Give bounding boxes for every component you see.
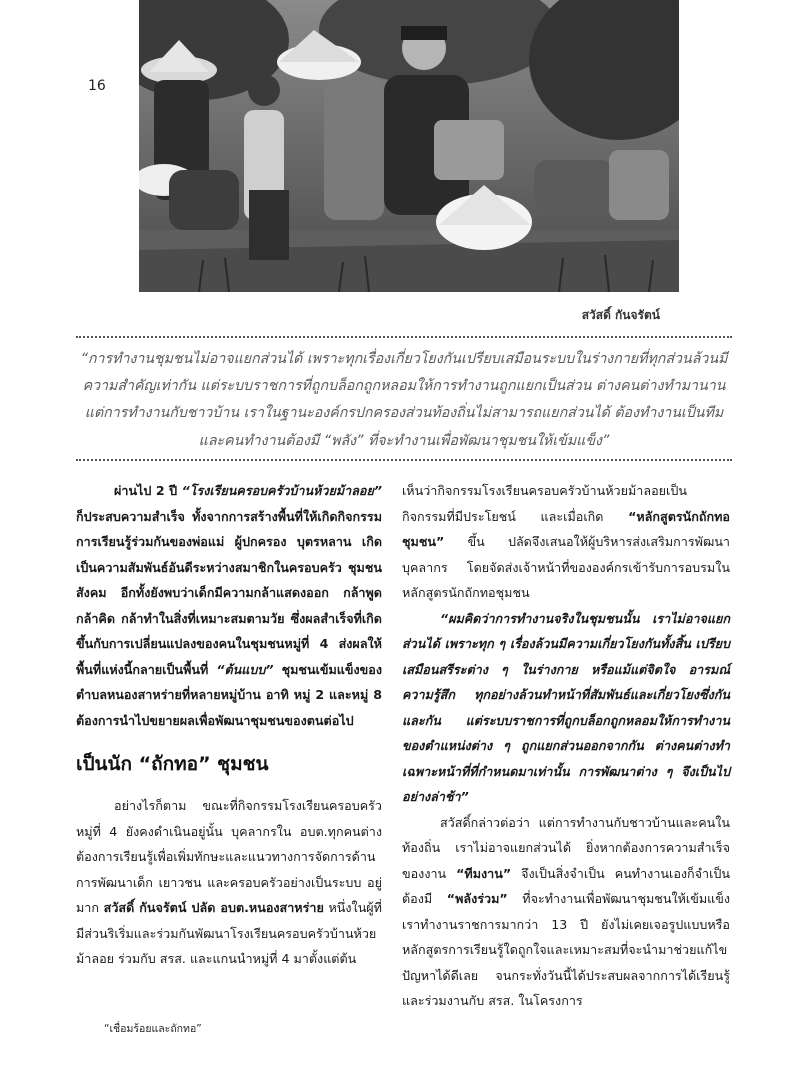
pull-quote-line: ความสำคัญเท่ากัน แต่ระบบราชการที่ถูกบล็อกถูกหลอมให้การทำงานถูกแยกเป็นส่วน ต่างคนต่างทำมานาน <box>82 378 726 395</box>
photo-illustration <box>139 0 679 292</box>
left-paragraph-2: อย่างไรก็ตาม ขณะที่กิจกรรมโรงเรียนครอบครัวหมู่ที่ 4 ยังคงดำเนินอยู่นั้น บุคลากรใน อบต.ทุกคนต่างต้องการเรียนรู้เพื่อเพิ่มทักษะและแนวทางการจัดการด้านการพัฒนาเด็ก เยาวชน และครอบครัวอย่างเป็นระบบ อยู่มาก สวัสดิ์ กันจรัตน์ ปลัด อบต.หนองสาหร่าย หนึ่งในผู้ที่มีส่วนริเริ่มและร่วมกันพัฒนาโรงเรียนครอบครัวบ้านห้วยม้าลอย ร่วมกับ สรส. และแกนนำหมู่ที่ 4 มาตั้งแต่ต้น <box>76 798 382 966</box>
right-column <box>402 478 730 1014</box>
left-column <box>76 478 382 972</box>
photo-caption: สวัสดิ์ กันจรัตน์ <box>581 308 660 322</box>
pull-quote <box>76 346 732 455</box>
quote-top-divider <box>76 336 732 338</box>
footer-title: “เชื่อมร้อยและถักทอ” <box>104 1023 202 1035</box>
pull-quote-line: และคนทำงานต้องมี “พลัง” ที่จะทำงานเพื่อพัฒนาชุมชนให้เข้มแข็ง” <box>198 432 610 449</box>
interview-quote: “ผมคิดว่าการทำงานจริงในชุมชนนั้น เราไม่อาจแยกส่วนได้ เพราะทุก ๆ เรื่องล้วนมีความเกี่ยวโยงกันทั้งสิ้น เปรียบเสมือนสรีระต่าง ๆ ในร่างกาย หรือแม้แต่จิตใจ อารมณ์ ความรู้สึก ทุกอย่างล้วนทำหน้าที่สัมพันธ์และเกี่ยวโยงซึ่งกันและกัน แต่ระบบราชการที่ถูกบล็อกถูกหลอมให้การทำงานของตำแหน่งต่าง ๆ ถูกแยกส่วนออกจากกัน ต่างคนต่างทำเฉพาะหน้าที่ที่กำหนดมาเท่านั้น การพัฒนาต่าง ๆ จึงเป็นไปอย่างล่าช้า” <box>402 610 730 804</box>
section-heading: เป็นนัก “ถักทอ” ชุมชน <box>76 753 269 775</box>
pull-quote-line: “การทำงานชุมชนไม่อาจแยกส่วนได้ เพราะทุกเรื่องเกี่ยวโยงกันเปรียบเสมือนระบบในร่างกายที่ทุกส่วนล้วนมี <box>80 351 728 367</box>
quote-bottom-divider <box>76 459 732 461</box>
left-paragraph-1: ผ่านไป 2 ปี “โรงเรียนครอบครัวบ้านห้วยม้าลอย” ก็ประสบความสำเร็จ ทั้งจากการสร้างพื้นที่ให้เกิดกิจกรรมการเรียนรู้ร่วมกันของพ่อแม่ ผู้ปกครอง บุตรหลาน เกิดเป็นความสัมพันธ์อันดีระหว่างสมาชิกในครอบครัว ชุมชน สังคม อีกทั้งยังพบว่าเด็กมีความกล้าแสดงออก กล้าพูด กล้าคิด กล้าทำในสิ่งที่เหมาะสมตามวัย ซึ่งผลสำเร็จที่เกิดขึ้นกับการเปลี่ยนแปลงของคนในชุมชนหมู่ที่ 4 ส่งผลให้พื้นที่แห่งนี้กลายเป็นพื้นที่ “ต้นแบบ” ชุมชนเข้มแข็งของตำบลหนองสาหร่ายที่หลายหมู่บ้าน อาทิ หมู่ 2 และหมู่ 8 ต้องการนำไปขยายผลเพื่อพัฒนาชุมชนของตนต่อไป <box>76 483 382 728</box>
field-photo <box>139 0 679 292</box>
pull-quote-line: แต่การทำงานกับชาวบ้าน เราในฐานะองค์กรปกครองส่วนท้องถิ่นไม่สามารถแยกส่วนได้ ต้องทำงานเป็นทีม <box>84 405 724 422</box>
right-paragraph-1: เห็นว่ากิจกรรมโรงเรียนครอบครัวบ้านห้วยม้าลอยเป็นกิจกรรมที่มีประโยชน์ และเมื่อเกิด “หลักสูตรนักถักทอชุมชน” ขึ้น ปลัดจึงเสนอให้ผู้บริหารส่งเสริมการพัฒนาบุคลากร โดยจัดส่งเจ้าหน้าที่ขององค์กรเข้ารับการอบรมในหลักสูตรนักถักทอชุมชน <box>402 483 730 600</box>
right-paragraph-3: สวัสดิ์กล่าวต่อว่า แต่การทำงานกับชาวบ้านและคนในท้องถิ่น เราไม่อาจแยกส่วนได้ ยิ่งหากต้องการความสำเร็จของงาน “ทีมงาน” จึงเป็นสิ่งจำเป็น คนทำงานเองก็จำเป็นต้องมี “พลังร่วม” ที่จะทำงานเพื่อพัฒนาชุมชนให้เข้มแข็ง เราทำงานราชการมากว่า 13 ปี ยังไม่เคยเจอรูปแบบหรือหลักสูตรการเรียนรู้ใดถูกใจและเหมาะสมที่จะนำมาช่วยแก้ไขปัญหาได้ดีเลย จนกระทั่งวันนี้ได้ประสบผลจากการได้เรียนรู้ และร่วมงานกับ สรส. ในโครงการ <box>402 814 731 1008</box>
page-number: 16 <box>88 78 106 94</box>
